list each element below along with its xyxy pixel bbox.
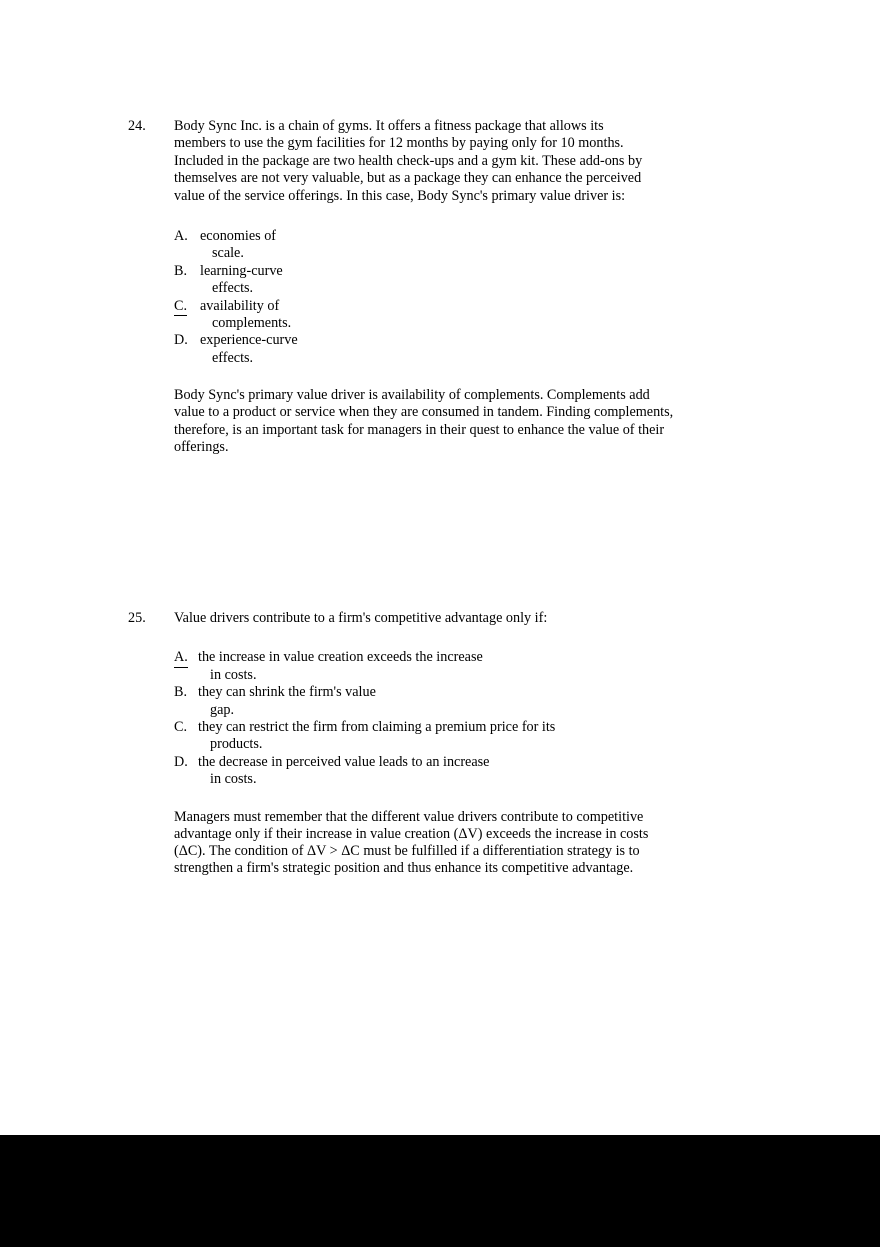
choice-text-line-1: they can shrink the firm's value <box>198 684 376 701</box>
question-row <box>0 610 880 627</box>
question-stem: Body Sync Inc. is a chain of gyms. It offers a fitness package that allows its members to use the gym facilities for 12 months by paying only for 10 months. Included in the package are two health check-ups and a gym kit. These add-ons by themselves are not very valuable, but as a package they can enhance the perceived value of the service offerings. In this case, Body Sync's primary value driver is: <box>174 118 643 204</box>
choice-letter: B. <box>174 684 188 701</box>
question-row <box>0 118 880 205</box>
choice-text-line-2: complements. <box>212 315 292 332</box>
question-stem: Value drivers contribute to a firm's competitive advantage only if: <box>174 610 548 626</box>
choice-option-a[interactable] <box>174 649 694 684</box>
choice-text-line-1: experience-curve <box>200 332 298 349</box>
choice-letter: C. <box>174 298 187 316</box>
question-block-24 <box>0 118 880 456</box>
choice-text-line-2: products. <box>210 736 263 753</box>
choice-letter: B. <box>174 262 188 279</box>
choice-text-line-2: in costs. <box>210 666 257 683</box>
choice-text-line-1: they can restrict the firm from claiming a premium price for its <box>198 719 556 736</box>
choice-option-b[interactable] <box>174 684 694 719</box>
choice-text-line-2: gap. <box>210 701 235 718</box>
choice-option-d[interactable] <box>174 754 694 789</box>
choice-text-line-2: scale. <box>212 245 244 262</box>
choice-letter: A. <box>174 228 188 245</box>
choice-option-c[interactable] <box>174 298 694 333</box>
choice-letter: D. <box>174 332 188 349</box>
choice-letter: A. <box>174 649 188 667</box>
choice-option-a[interactable] <box>174 228 694 263</box>
question-rationale: Managers must remember that the different value drivers contribute to competitive advantage only if their increase in value creation (ΔV) exceeds the increase in costs (ΔC). The condition of ΔV > ΔC must be fulfilled if a differentiation strategy is to strengthen a firm's strategic position and thus enhance its competitive advantage. <box>174 808 649 877</box>
choice-option-d[interactable] <box>174 332 694 367</box>
choice-list <box>174 228 694 367</box>
choice-text-line-2: effects. <box>212 280 254 297</box>
choice-text-line-2: in costs. <box>210 771 257 788</box>
question-block-25 <box>0 610 880 877</box>
question-rationale: Body Sync's primary value driver is availability of complements. Complements add value to a product or service when they are consumed in tandem. Finding complements, therefore, is an important task for managers in their quest to enhance the value of their offerings. <box>174 387 674 455</box>
page-footer-bar <box>0 1135 880 1247</box>
choice-text-line-1: the increase in value creation exceeds the increase <box>198 649 483 666</box>
choice-text-line-1: availability of <box>200 297 280 314</box>
choice-text-line-1: learning-curve <box>200 262 283 279</box>
choice-text-line-1: economies of <box>200 228 277 245</box>
choice-text-line-1: the decrease in perceived value leads to an increase <box>198 753 490 770</box>
choice-letter: D. <box>174 753 188 770</box>
question-number: 24. <box>128 118 146 134</box>
choice-option-c[interactable] <box>174 719 694 754</box>
choice-text-line-2: effects. <box>212 349 254 366</box>
question-number: 25. <box>128 610 146 626</box>
choice-letter: C. <box>174 719 188 736</box>
choice-list <box>174 649 694 788</box>
choice-option-b[interactable] <box>174 263 694 298</box>
